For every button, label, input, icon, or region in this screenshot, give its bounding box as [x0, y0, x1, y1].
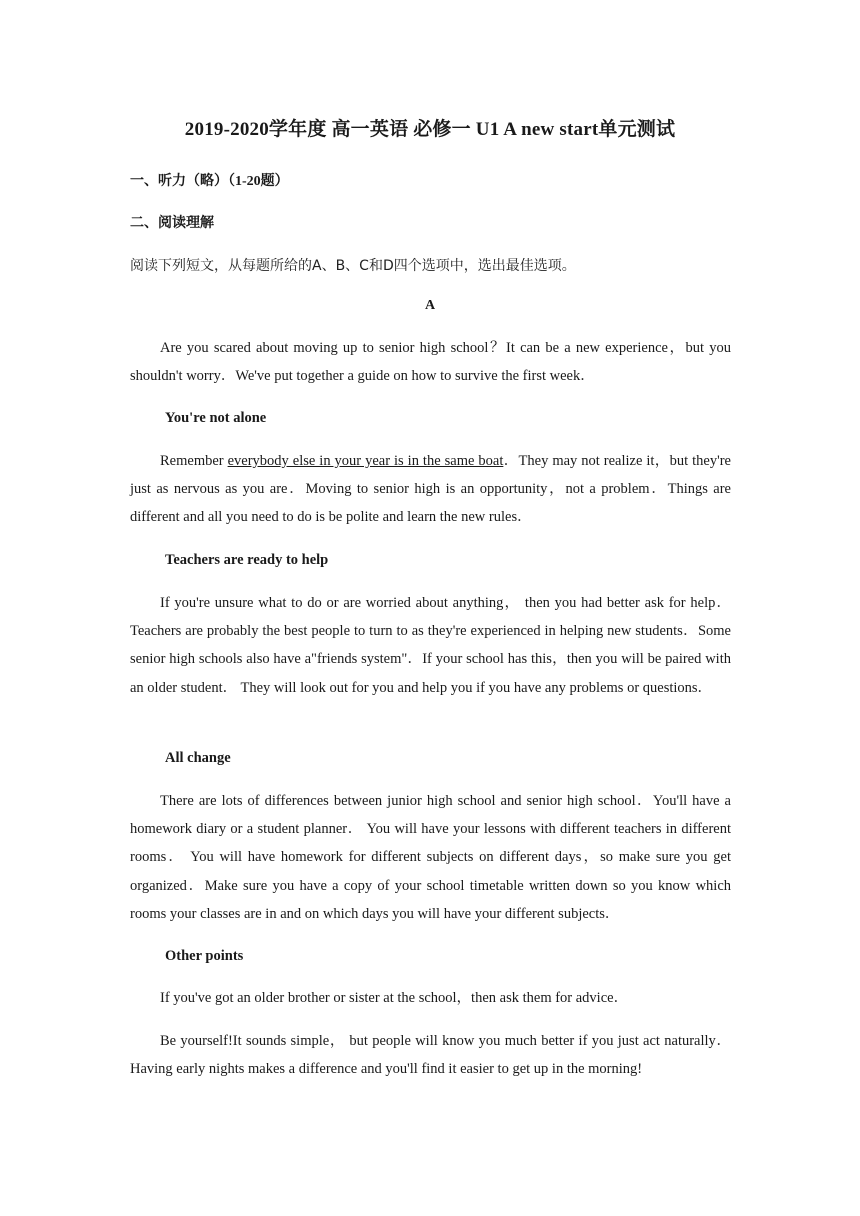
- paragraph-teachers: If you're unsure what to do or are worried about anything， then you had better ask for help． Teachers are probably the best people to turn to as they're experienced in helping new students．Some senior high schools also have a"friends system"．If your school has this，then you will be paired with an older student． They will look out for you and help you if you have any problems or questions．: [130, 595, 731, 696]
- paragraph-not-alone: [130, 447, 731, 532]
- page-title: 2019-2020学年度 高一英语 必修一 U1 A new start单元测试: [184, 119, 676, 140]
- paragraph-all-change: There are lots of differences between junior high school and senior high school．You'll have a homework diary or a student planner． You will have your lessons with different teachers in different rooms． You will have homework for different subjects on different days，so make sure you get organized．Make sure you have a copy of your school timetable written down so you know which rooms your classes are in and on which days you will have your different subjects．: [130, 793, 731, 922]
- paragraph-rest: ．They may not realize it，but they're just as nervous as you are．Moving to senior high is an opportunity，not a problem．Things are different and all you need to do is be polite and learn the new rules．: [130, 453, 731, 526]
- subheading-all-change: All change: [165, 750, 231, 766]
- section-reading-heading: 二、阅读理解: [130, 216, 214, 231]
- subheading-other-points: Other points: [165, 948, 244, 964]
- paragraph-prefix: Remember: [160, 453, 228, 469]
- paragraph-intro: Are you scared about moving up to senior high school？It can be a new experience，but you shouldn't worry．We've put together a guide on how to survive the first week．: [130, 340, 731, 385]
- reading-instructions: 阅读下列短文，从每题所给的A、B、C和D四个选项中，选出最佳选项。: [130, 258, 576, 274]
- subheading-not-alone: You're not alone: [165, 410, 267, 426]
- subheading-teachers: Teachers are ready to help: [165, 552, 329, 568]
- passage-label: A: [424, 298, 436, 313]
- paragraph-be-yourself: Be yourself!It sounds simple， but people will know you much better if you just act naturally．Having early nights makes a difference and you'll find it easier to get up in the morning!: [130, 1033, 731, 1078]
- paragraph-older-sibling: If you've got an older brother or sister at the school，then ask them for advice．: [160, 990, 629, 1006]
- section-listening-heading: 一、听力（略）（1-20题）: [130, 174, 289, 189]
- underlined-phrase: everybody else in your year is in the same boat: [227, 453, 504, 469]
